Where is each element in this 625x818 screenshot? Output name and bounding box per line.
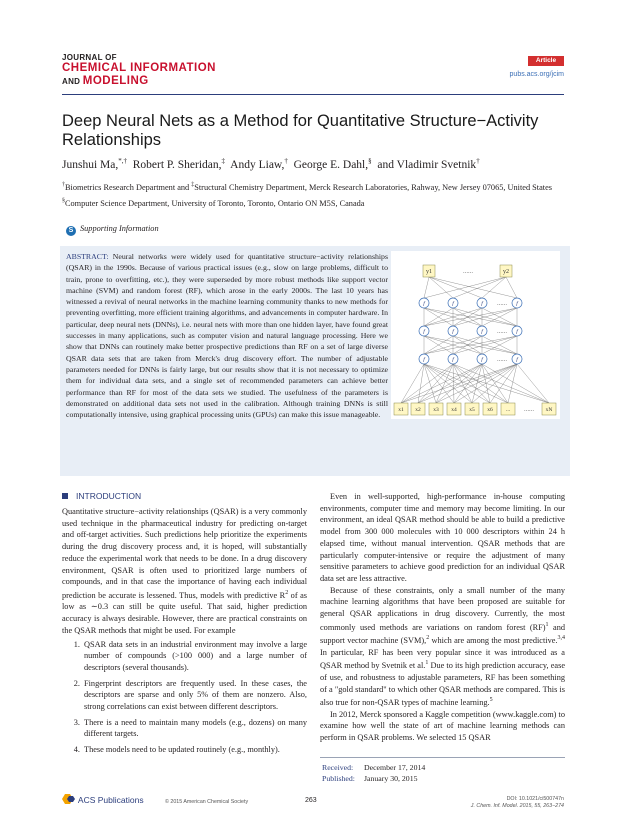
received-label: Received: [322,763,354,772]
citation-ref[interactable]: 5 [489,697,493,704]
journal-line-3 [62,76,216,88]
text-span: which are among the most predictive. [429,635,558,645]
acs-hexagon-icon [62,794,76,804]
journal-line-3-red: MODELING [82,74,149,87]
input-label: x2 [415,407,421,413]
hidden-node-label: f [423,329,425,335]
affiliation-2 [62,196,567,209]
author-list [62,157,480,171]
text-span: of as low as ∼0.3 can still be quite useful. That said, higher prediction accuracy is always desirable. However, there are practical constraints on the QSAR methods that might be used. For example [62,590,307,635]
ellipsis: ...... [496,301,508,307]
affiliation-1 [62,180,567,193]
intro-paragraph: In 2012, Merck sponsored a Kaggle competition (www.kaggle.com) to examine how well the state of art of machine learning methods can perform in QSAR problems. We selected 15 QSAR [320,709,565,743]
section-marker [62,493,68,499]
citation-info [471,796,564,810]
header-divider [62,94,564,95]
published-label: Published: [322,773,355,783]
list-item: 2. Fingerprint descriptors are frequently used. In these cases, the descriptors are sparse and only 5% of them are nonzero. Also, strong correlations can exist between different descriptors. [82,678,307,713]
list-item: 4. These models need to be updated routinely (e.g., monthly). [82,744,307,756]
intro-paragraph [320,585,565,709]
author-marks: *,† [118,157,127,165]
intro-paragraph [62,506,307,637]
text-span: Because of these constraints, only a small number of the many machine learning algorithms that have been proposed are suitable for general QSAR applications in drug discovery. Currently, the most commonly used methods are variations on random forest (RF) [320,585,565,632]
citation-ref[interactable]: 3,4 [557,635,565,642]
list-item: 3. There is a need to maintain many models (e.g., dozens) on many different targets. [82,717,307,740]
body-column-left [62,506,307,760]
supporting-info-icon: S [66,226,76,236]
input-label: x5 [469,407,475,413]
input-label: x1 [398,407,404,413]
publisher-name: ACS Publications [77,795,144,805]
input-label: x3 [433,407,439,413]
author-name: and Vladimir Svetnik [377,158,477,171]
affiliations [62,180,567,209]
received-row [322,763,425,774]
affiliation-text: Biometrics Research Department and [65,182,192,192]
supporting-information-link[interactable] [66,224,159,236]
hidden-node-label: f [516,357,518,363]
journal-logo [62,54,216,87]
journal-line-2: CHEMICAL INFORMATION [62,62,216,74]
author-marks: † [284,157,288,165]
hidden-node-label: f [481,301,483,307]
ellipsis: ...... [496,357,508,363]
text-span: Quantitative structure−activity relationships (QSAR) is a very commonly used technique in the pharmaceutical industry for predicting on-target and off-target activities. Such predictions help prioritize the experiments during the drug discovery process and, it is hoped, will substantially reduce the experimental work that needs to be done. In a drug discovery environment, QSAR is often used to prioritized large numbers of compounds, and in that case the importance of having each individual prediction be accurate is lessened. Thus, models with predictive R [62,507,307,600]
journal-citation: J. Chem. Inf. Model. 2015, 55, 263−274 [470,803,564,809]
received-date: December 17, 2014 [364,763,426,772]
abstract-body: Neural networks were widely used for quantitative structure−activity relationships (QSAR) in the 1990s. Because of various practical issues (e.g., slow on large problems, difficult to train, prone to overfitting, etc.), they were superseded by more robust methods like support vector machine (SVM) and random forest (RF), which arose in the early 2000s. The last 10 years has witnessed a revival of neural networks in the machine learning community thanks to new methods for preventing overfitting, more efficient training algorithms, and advancements in computer hardware. In particular, deep neural nets (DNNs), i.e. neural nets with more than one hidden layer, have found great successes in many applications, such as computer vision and natural language processing. Here we show that DNNs can routinely make better prospective predictions than RF on a set of large diverse QSAR data sets that are taken from Merck's drug discovery effort. The number of adjustable parameters needed for DNNs is fairly large, but our results show that it is not necessary to optimize them for individual data sets, and a single set of recommended parameters can achieve better performance than RF for most of the data sets we studied. The usefulness of the parameters is demonstrated on additional data sets not used in the calibration. Although training DNNs is still computationally intensive, using graphical processing units (GPUs) can make this issue manageable. [66,252,388,420]
affiliation-mark: ‡ [191,182,195,188]
article-type-badge: Article [528,56,564,66]
affiliation-mark: † [62,182,65,188]
author-name: Andy Liaw, [230,158,285,171]
network-edges [401,277,549,403]
output-label: y2 [503,269,509,275]
hidden-node-label: f [423,357,425,363]
author-marks: ‡ [221,157,226,165]
hidden-node-label: f [452,301,454,307]
copyright: © 2015 American Chemical Society [165,799,249,805]
hidden-node-label: f [516,301,518,307]
ellipsis: ...... [523,407,535,413]
acs-publications-logo[interactable] [62,794,144,805]
abstract-lead: ABSTRACT: [66,252,109,261]
paper-title: Deep Neural Nets as a Method for Quantitative Structure−Activity Relationships [62,112,539,149]
history-divider [320,757,565,758]
doi[interactable]: DOI: 10.1021/ci500747n [506,796,564,802]
published-date: January 30, 2015 [364,773,418,783]
section-heading-introduction [62,491,141,501]
hidden-node-label: f [452,357,454,363]
text-span: Due to its high prediction accuracy, ease of use, and robustness to adjustable parameters, RF has been something of a "gold standard" to which other QSAR methods are compared. This is also true for non-QSAR types of machine learning. [320,661,565,708]
author-name: Junshui Ma, [62,158,119,171]
author-marks: § [368,157,372,165]
supporting-info-label: Supporting Information [80,224,159,233]
affiliation-mark: § [62,197,65,204]
journal-line-1: JOURNAL OF [62,53,117,62]
author[interactable] [62,159,127,171]
author[interactable] [133,159,225,171]
affiliation-text: Computer Science Department, University of Toronto, Toronto, Ontario ON M5S, Canada [65,198,365,208]
text-span: In particular, RF has been very popular since it was introduced as a QSAR method by Svetnik et al. [320,647,565,671]
hidden-node-label: f [423,301,425,307]
article-history [322,763,425,784]
author-marks: † [476,157,480,165]
toc-figure [391,251,560,419]
affiliation-text: Structural Chemistry Department, Merck Research Laboratories, Rahway, New Jersey 07065, United States [194,182,553,192]
ellipsis: ...... [462,269,474,275]
author[interactable] [377,159,479,171]
hidden-node-label: f [481,329,483,335]
hidden-node-label: f [516,329,518,335]
citation-ref[interactable]: 2 [426,635,430,642]
citation-ref[interactable]: 1 [545,621,549,628]
body-column-right [320,491,565,744]
input-label: ... [505,407,511,413]
output-label: y1 [426,269,432,275]
superscript: 2 [285,589,289,596]
input-label: xN [545,407,553,413]
page-number: 263 [305,797,317,804]
list-item: 1. QSAR data sets in an industrial environment may involve a large number of compounds (>100 000) and a large number of descriptors (several thousands). [82,639,307,674]
input-label: x6 [487,407,493,413]
journal-url[interactable]: pubs.acs.org/jcim [509,71,564,78]
author[interactable] [230,159,288,171]
citation-ref[interactable]: 1 [425,660,429,667]
constraints-list [62,639,307,756]
journal-line-3-prefix: AND [62,76,81,86]
section-title: INTRODUCTION [76,491,142,501]
text-span: and support vector machine (SVM), [320,622,565,645]
ellipsis: ...... [496,329,508,335]
intro-paragraph: Even in well-supported, high-performance in-house computing environments, computer time and memory may become limiting. In our environment, an ideal QSAR method should be able to build a predictive model from 300 000 molecules with 10 000 descriptors within 24 h elapsed time, without manual intervention. QSAR methods that are particularly computer-intensive or require the adjustment of many sensitive parameters to achieve good prediction for an individual QSAR data set are less attractive. [320,492,565,583]
author[interactable] [294,159,372,171]
author-name: George E. Dahl, [293,158,369,171]
hidden-node-label: f [481,357,483,363]
input-label: x4 [451,407,457,413]
hidden-node-label: f [452,329,454,335]
published-row [322,774,425,785]
author-name: Robert P. Sheridan, [132,158,222,171]
